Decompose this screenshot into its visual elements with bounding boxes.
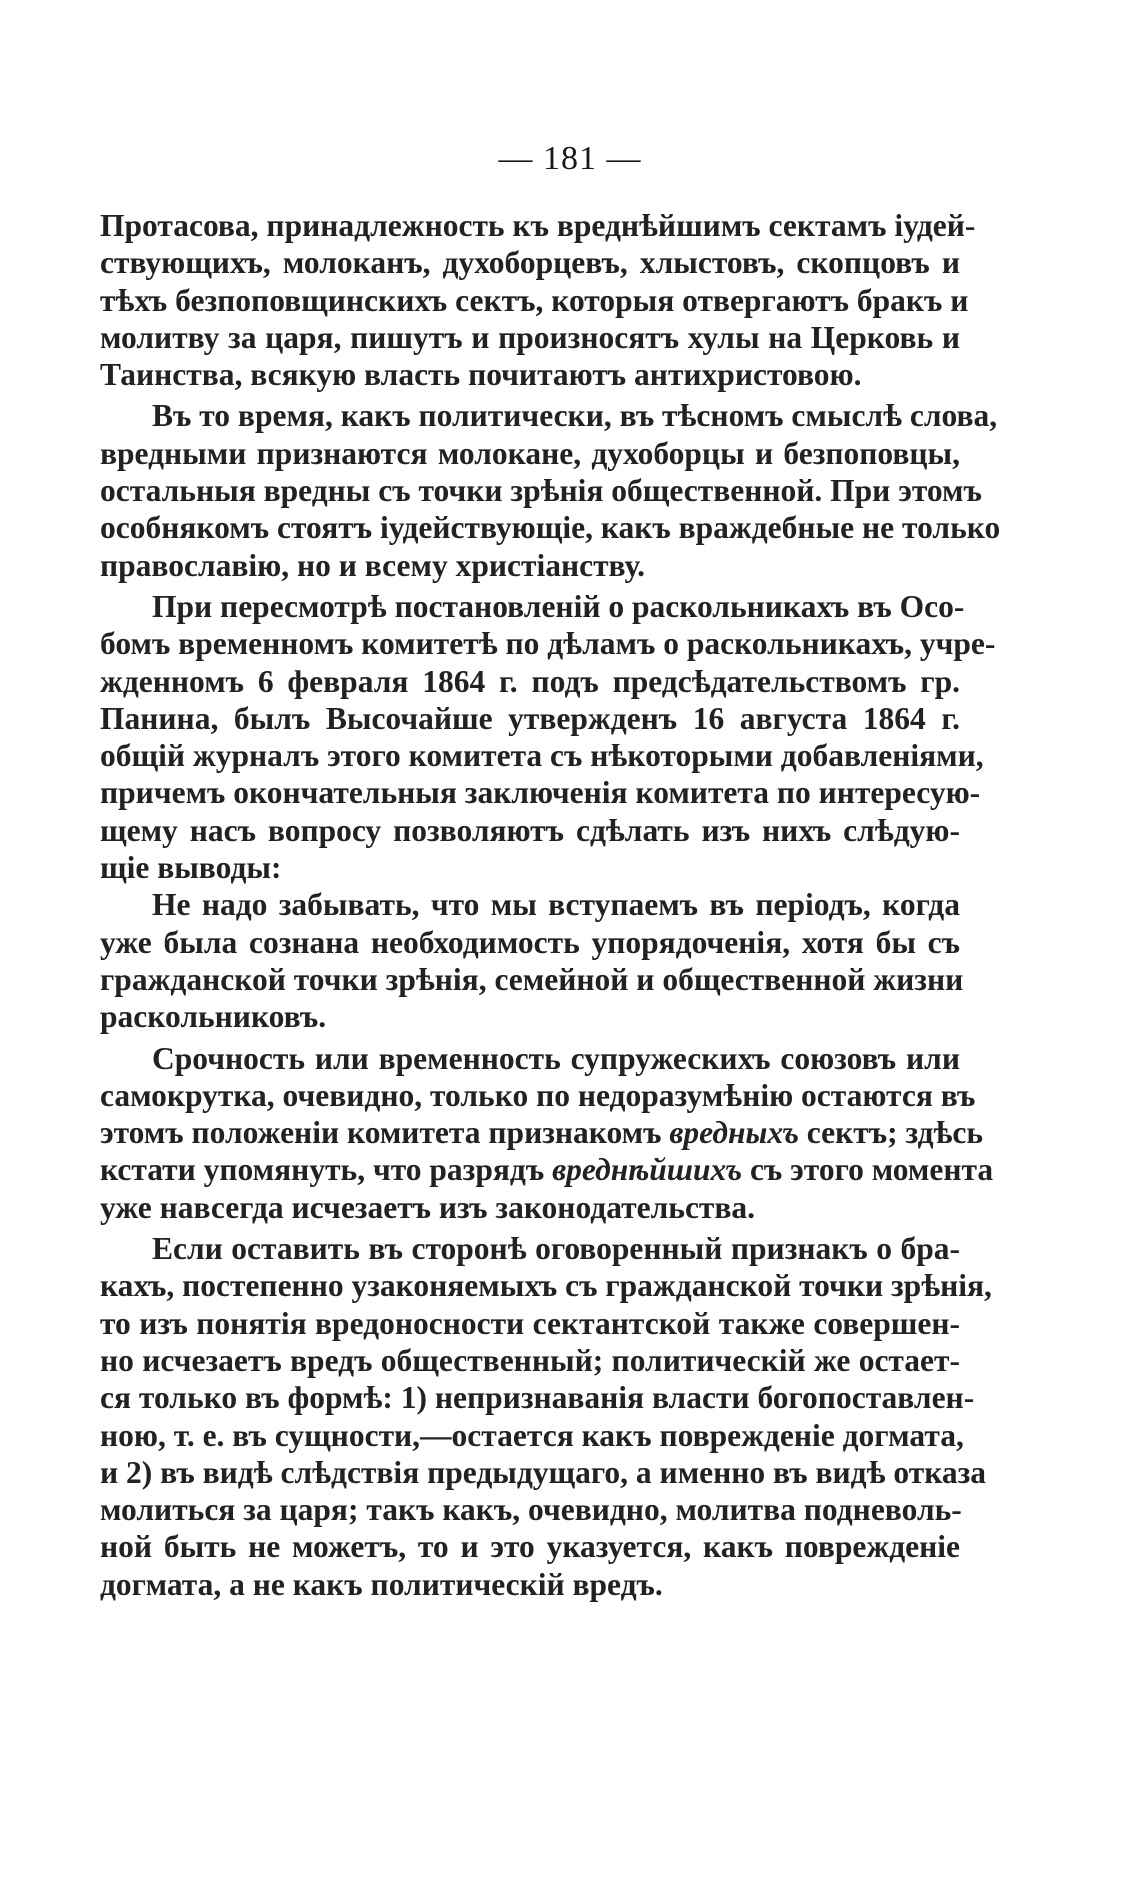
text-line: щему насъ вопросу позволяютъ сдѣлать изъ нихъ слѣдую- (100, 812, 960, 848)
text-line: Таинства, всякую власть почитаютъ антихристовою. (100, 357, 862, 393)
text-line: молиться за царя; такъ какъ, очевидно, молитва подневоль- (100, 1492, 962, 1528)
paragraph (100, 207, 976, 393)
text-line: особнякомъ стоятъ іудействующіе, какъ враждебные не только (100, 510, 1001, 546)
text-line: Если оставить въ сторонѣ оговоренный признакъ о бра- (152, 1231, 960, 1267)
text-line: Срочность или временность супружескихъ союзовъ или (152, 1040, 960, 1076)
emphasized-word: вреднѣйшихъ (552, 1152, 743, 1188)
text-line: молитву за царя, пишутъ и произносятъ хулы на Церковь и (100, 319, 960, 355)
text-line: раскольниковъ. (100, 999, 327, 1035)
text-line: Не надо забывать, что мы вступаемъ въ періодъ, когда (152, 887, 960, 923)
text-line: щіе выводы: (100, 850, 282, 886)
text-line: православію, но и всему христіанству. (100, 547, 645, 583)
text-line: тѣхъ безпоповщинскихъ сектъ, которыя отвергаютъ бракъ и (100, 282, 969, 318)
text-line (100, 1114, 984, 1151)
text-line: и 2) въ видѣ слѣдствія предыдущаго, а именно въ видѣ отказа (100, 1454, 987, 1490)
text-line: кахъ, постепенно узаконяемыхъ съ гражданской точки зрѣнія, (100, 1268, 992, 1304)
text-line: самокрутка, очевидно, только по недоразумѣнію остаются въ (100, 1077, 976, 1113)
text-line: Въ то время, какъ политически, въ тѣсномъ смыслѣ слова, (152, 398, 998, 434)
text-line: ся только въ формѣ: 1) непризнаванія власти богопоставлен- (100, 1380, 975, 1416)
text-line: уже навсегда исчезаетъ изъ законодательства. (100, 1189, 756, 1225)
page-number: — 181 — (498, 140, 642, 177)
text-line: общій журналъ этого комитета съ нѣкоторыми добавленіями, (100, 738, 984, 774)
text-run: кстати упомянуть, что разрядъ (100, 1152, 553, 1188)
paragraph (100, 397, 1001, 583)
text-line: Протасова, принадлежность къ вреднѣйшимъ сектамъ іудей- (100, 208, 976, 243)
text-line: но исчезаетъ вредъ общественный; политическій же остает- (100, 1342, 960, 1378)
emphasized-word: вредныхъ (669, 1115, 799, 1151)
text-line: догмата, а не какъ политическій вредъ. (100, 1566, 663, 1602)
text-line: уже была сознана необходимость упорядоченія, хотя бы съ (100, 924, 960, 960)
text-run: съ этого момента (742, 1152, 994, 1188)
text-line: При пересмотрѣ постановленій о раскольникахъ въ Осо- (152, 588, 965, 624)
paragraph (100, 886, 964, 1035)
text-line: вредными признаются молокане, духоборцы и безпоповцы, (100, 435, 960, 471)
text-line (100, 1151, 994, 1188)
text-line: причемъ окончательныя заключенія комитета по интересую- (100, 775, 981, 811)
body-text (100, 207, 1001, 1603)
paragraph (100, 1040, 994, 1226)
text-line: жденномъ 6 февраля 1864 г. подъ предсѣдательствомъ гр. (100, 663, 960, 699)
paragraph (100, 588, 996, 886)
text-line: ною, т. е. въ сущности,—остается какъ поврежденіе догмата, (100, 1417, 964, 1453)
text-line: то изъ понятія вредоносности сектантской также совершен- (100, 1305, 960, 1341)
paragraph (100, 1230, 992, 1603)
text-line: ствующихъ, молоканъ, духоборцевъ, хлыстовъ, скопцовъ и (100, 245, 960, 281)
text-line: Панина, былъ Высочайше утвержденъ 16 августа 1864 г. (100, 700, 960, 736)
text-run: сектъ; здѣсь (798, 1115, 984, 1151)
text-line: гражданской точки зрѣнія, семейной и общественной жизни (100, 961, 964, 997)
text-line: ной быть не можетъ, то и это указуется, какъ поврежденіе (100, 1529, 960, 1565)
text-line: бомъ временномъ комитетѣ по дѣламъ о раскольникахъ, учре- (100, 626, 996, 662)
text-run: этомъ положеніи комитета признакомъ (100, 1115, 670, 1151)
text-line: остальныя вредны съ точки зрѣнія общественной. При этомъ (100, 473, 982, 509)
